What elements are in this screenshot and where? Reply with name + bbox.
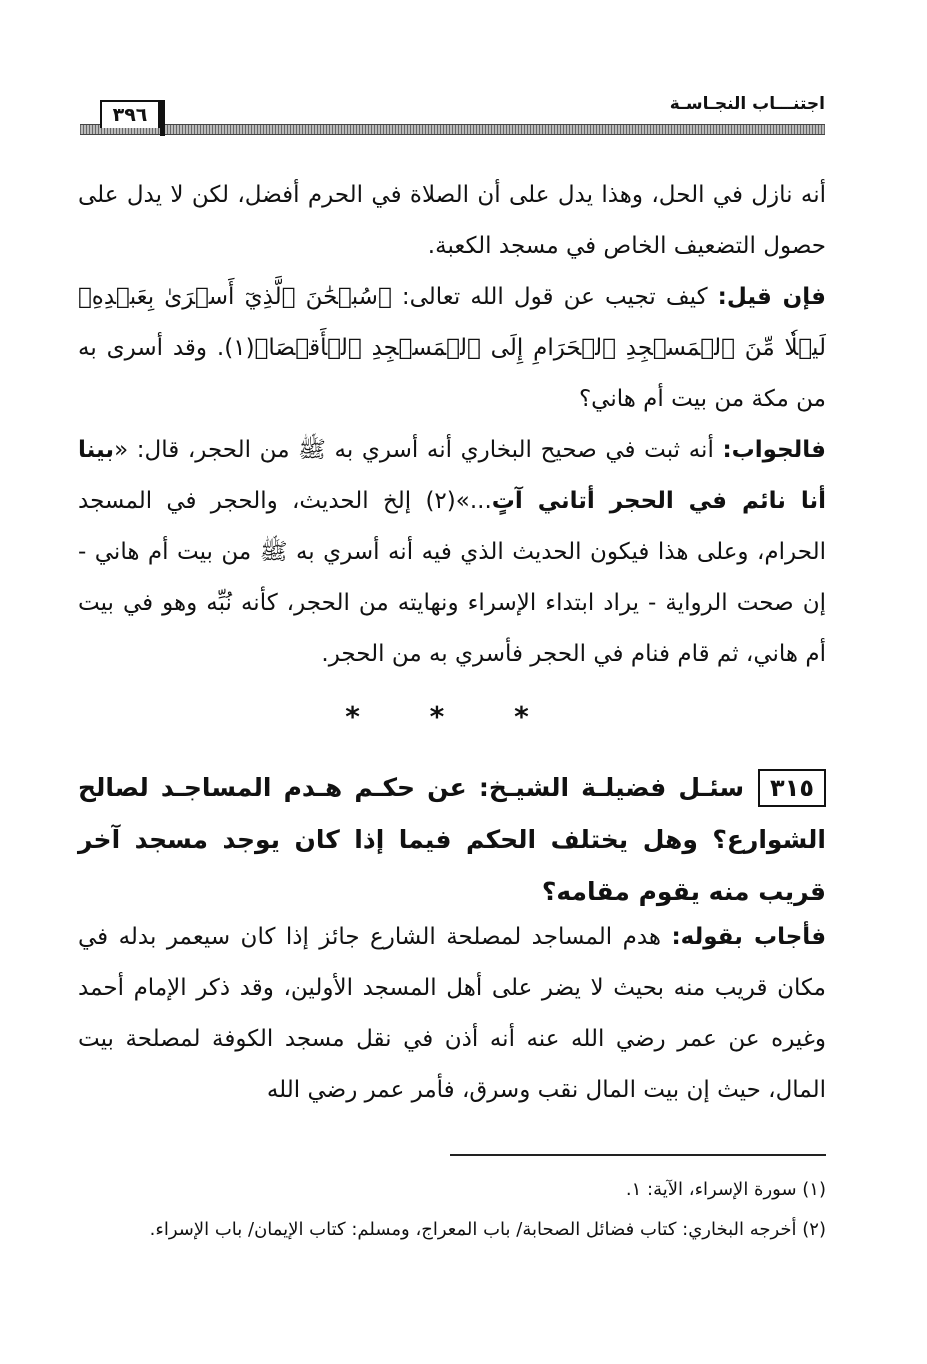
answer-text: هدم المساجد لمصلحة الشارع جائز إذا كان سيعمر بدله في مكان قريب منه بحيث لا يضر على أهل المسجد الأولين، وقد ذكر الإمام أحمد وغيره عن عمر رضي الله عنه أنه أذن في نقل مسجد الكوفة لمصلحة بيت المال، حيث إن بيت المال نقب وسرق، فأمر عمر رضي الله (78, 924, 826, 1103)
hadith-quote: بينا أنا نائم في الحجر أتاني آتٍ (78, 437, 826, 514)
question-block (78, 762, 826, 918)
paragraph-2-lead: فإن قيل: (717, 284, 826, 310)
running-title: اجتنـــاب النجـاسـة (669, 94, 825, 114)
page-header (80, 92, 825, 142)
paragraph-2 (78, 272, 826, 425)
header-rule (80, 124, 825, 135)
answer-lead: فأجاب بقوله: (671, 924, 827, 950)
paragraph-1 (78, 170, 826, 272)
paragraph-3 (78, 425, 826, 680)
question-number: ٣١٥ (758, 769, 826, 807)
answer-block (78, 912, 826, 1116)
paragraph-3-text-b: ...»(٢) إلخ الحديث، والحجر في المسجد الحرام، وعلى هذا فيكون الحديث الذي فيه أنه أسري به ﷺ من بيت أم هاني - إن صحت الرواية - يراد ابتداء الإسراء ونهايته من الحجر، كأنه نُبِّه وهو في بيت أم هاني، ثم قام فنام في الحجر فأسري به من الحجر. (78, 488, 826, 667)
page-number: ٣٩٦ (100, 100, 160, 128)
paragraph-3-lead: فالجواب: (722, 437, 826, 463)
main-text (78, 170, 826, 680)
question-text: سئـل فضيلـة الشيـخ: عن حكـم هـدم المساجـد لصالح الشوارع؟ وهل يختلف الحكم فيما إذا كان يوجد مسجد آخر قريب منه يقوم مقامه؟ (78, 773, 826, 906)
paragraph-2-text: كيف تجيب عن قول الله تعالى: ﴿سُبۡحَٰنَ ٱلَّذِيٓ أَسۡرَىٰ بِعَبۡدِهِۦ لَيۡلٗا مِّنَ ٱلۡمَسۡجِدِ ٱلۡحَرَامِ إِلَى ٱلۡمَسۡجِدِ ٱلۡأَقۡصَا﴾(١). وقد أسرى به من مكة من بيت أم هاني؟ (78, 284, 826, 412)
paragraph-1-text: أنه نازل في الحل، وهذا يدل على أن الصلاة في الحرم أفضل، لكن لا يدل على حصول التضعيف الخاص في مسجد الكعبة. (78, 182, 826, 259)
section-separator: * * * (345, 700, 559, 733)
paragraph-3-text-a: أنه ثبت في صحيح البخاري أنه أسري به ﷺ من الحجر، قال: « (114, 437, 723, 463)
footnote-2: (٢) أخرجه البخاري: كتاب فضائل الصحابة/ باب المعراج، ومسلم: كتاب الإيمان/ باب الإسراء. (149, 1219, 826, 1240)
footnote-1: (١) سورة الإسراء، الآية: ١. (625, 1179, 826, 1200)
footnotes (78, 1170, 826, 1250)
footnote-rule (450, 1154, 826, 1156)
